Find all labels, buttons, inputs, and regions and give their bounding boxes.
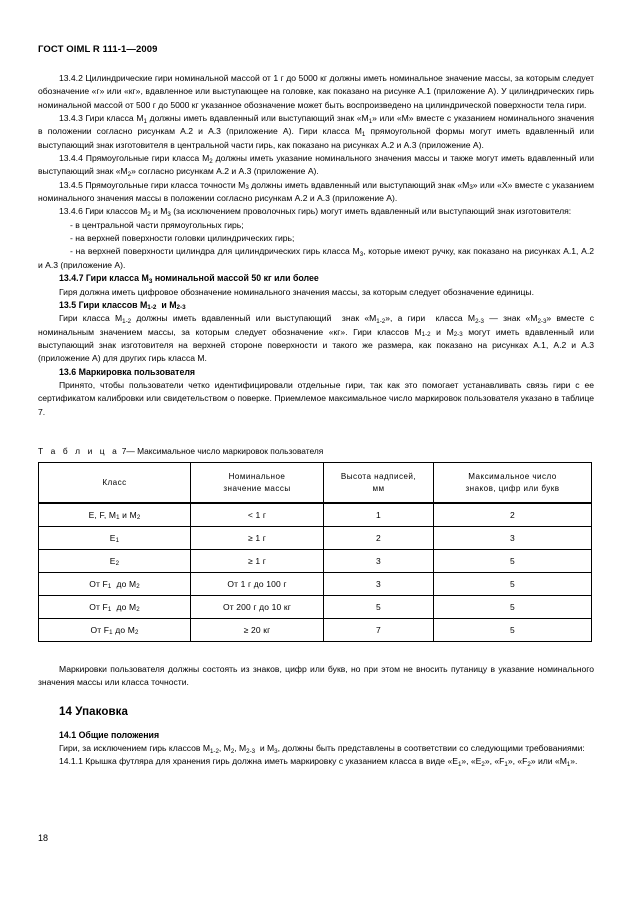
page-number: 18 — [38, 833, 49, 843]
table-row — [39, 595, 592, 618]
cell-height: 7 — [324, 618, 434, 641]
cell-nominal: От 200 г до 10 кг — [191, 595, 324, 618]
spacer — [38, 419, 594, 445]
spacer — [38, 642, 594, 663]
table-row — [39, 572, 592, 595]
cell-max-chars: 5 — [434, 572, 592, 595]
table-body — [39, 503, 592, 641]
table-7 — [38, 462, 592, 642]
cell-height: 2 — [324, 526, 434, 549]
table-header — [39, 462, 592, 503]
page-content — [38, 44, 594, 769]
column-header-max-characters: Максимальное число знаков, цифр или букв — [434, 462, 592, 503]
cell-class: От $F_1$ до $M_2$ — [39, 595, 191, 618]
heading-13-5: 13.5 Гири классов $M_{1-2}$ и $M_{2-3}$ — [59, 299, 186, 312]
paragraph-14-1: Гири, за исключением гирь классов $M_{1-2}$, $M_2$, $M_{2-3}$ и $M_3$, должны быть представлены в соответствии со следующими требованиями: — [59, 742, 585, 755]
paragraph-after-table: Маркировки пользователя должны состоять из знаков, цифр или букв, но при этом не вносить путаницу в указание номинального значения массы или класса точности. — [38, 663, 594, 688]
paragraph-13-4-4: 13.4.4 Прямоугольные гири класса $M_2$ должны иметь указание номинального значения массы и также могут иметь вдавленный или выступающий знак «$M_2$» согласно рисункам А.2 и А.3 (приложение А). — [38, 153, 594, 178]
heading-13-6: 13.6 Маркировка пользователя — [59, 366, 196, 377]
cell-max-chars: 5 — [434, 595, 592, 618]
document-header: ГОСТ OIML R 111-1—2009 — [38, 44, 158, 55]
table-caption-number: 7 — [121, 445, 127, 456]
cell-nominal: ≥ 1 г — [191, 526, 324, 549]
spacer — [38, 690, 594, 705]
cell-class: $E_2$ — [39, 549, 191, 572]
cell-height: 3 — [324, 572, 434, 595]
paragraph-13-4-2: 13.4.2 Цилиндрические гири номинальной массой от 1 г до 5000 кг должны иметь номинальное значение массы, за которым следует обозначение «г» или «кг», вдавленное или выступающее на головке, как показано на рисунке А.1 (приложение А). У цилиндрических гирь номинальной массой от 500 г до 5000 кг указанное обозначение может быть воспроизведено на цилиндрической поверхности тела гири. — [38, 73, 594, 110]
spacer — [38, 720, 594, 729]
table-header-row — [39, 462, 592, 503]
cell-nominal: ≥ 20 кг — [191, 618, 324, 641]
table-row — [39, 526, 592, 549]
cell-class: $E_1$ — [39, 526, 191, 549]
column-header-nominal-value: Номинальное значение массы — [191, 462, 324, 503]
table-row — [39, 549, 592, 572]
paragraph-14-1-1: 14.1.1 Крышка футляра для хранения гирь должна иметь маркировку с указанием класса в виде «$E_1$», «$E_2$», «$F_1$», «$F_2$» или «$M_1$». — [59, 756, 578, 768]
section-heading-14: 14 Упаковка — [59, 705, 128, 718]
cell-height: 1 — [324, 503, 434, 526]
cell-height: 3 — [324, 549, 434, 572]
cell-max-chars: 2 — [434, 503, 592, 526]
bullet-item-3: - на верхней поверхности цилиндра для цилиндрических гирь класса $M_3$, которые имеют ручку, как показано на рисунках А.1, А.2 и А.3 (приложение А). — [38, 246, 594, 270]
bullet-item-1: - в центральной части прямоугольных гирь; — [70, 219, 244, 230]
heading-14-1: 14.1 Общие положения — [59, 729, 160, 740]
paragraph-13-6: Принято, чтобы пользователи четко идентифицировали отдельные гири, так как это помогает устанавливать связь гири с ее сертификатом калибровки или свидетельством о поверке. Приемлемое максимальное число маркировок пользователя указано в таблице 7. — [38, 379, 594, 417]
cell-nominal: ≥ 1 г — [191, 549, 324, 572]
paragraph-13-4-6: 13.4.6 Гири классов $M_2$ и $M_3$ (за исключением проволочных гирь) могут иметь вдавленный или выступающий знак изготовителя: — [59, 206, 572, 218]
cell-class: От $F_1$ до $M_2$ — [39, 572, 191, 595]
table-caption-dash: — — [126, 445, 135, 456]
table-caption-label: Т а б л и ц а — [38, 445, 120, 456]
table-caption-title: Максимальное число маркировок пользователя — [137, 445, 324, 456]
paragraph-13-5: Гири класса $M_{1-2}$ должны иметь вдавленный или выступающий знак «$M_{1-2}$», а гири класса $M_{2-3}$ — знак «$M_{2-3}$» вместе с номинальным значением массы, за которым следует обозначение «кг». Гири классов $M_{1-2}$ и $M_{2-3}$ могут иметь вдавленный или выступающий знак изготовителя на верхней стороне поверхности и такого же размера, как показано на рисунках А.1, А.2 и А.3 (приложение А) для других гирь класса M. — [38, 313, 594, 364]
cell-height: 5 — [324, 595, 434, 618]
cell-nominal: < 1 г — [191, 503, 324, 526]
cell-nominal: От 1 г до 100 г — [191, 572, 324, 595]
paragraph-13-4-7: Гиря должна иметь цифровое обозначение номинального значения массы, за которым следует обозначение единицы. — [59, 286, 534, 297]
heading-13-4-7: 13.4.7 Гири класса $M_3$ номинальной массой 50 кг или более — [59, 273, 319, 285]
cell-class: E, F, $M_1$ и $M_2$ — [39, 503, 191, 526]
column-header-class: Класс — [39, 462, 191, 503]
bullet-item-2: - на верхней поверхности головки цилиндрических гирь; — [70, 233, 295, 244]
cell-max-chars: 3 — [434, 526, 592, 549]
table-row — [39, 618, 592, 641]
cell-max-chars: 5 — [434, 618, 592, 641]
cell-max-chars: 5 — [434, 549, 592, 572]
cell-class: От $F_1$ до $M_2$ — [39, 618, 191, 641]
table-row — [39, 503, 592, 526]
table-caption — [38, 445, 594, 457]
paragraph-13-4-5: 13.4.5 Прямоугольные гири класса точности $M_3$ должны иметь вдавленный или выступающий знак «$M_3$» или «X» вместе с указанием номинального значения массы в положении согласно рисункам А.2 и А.3 (приложение А). — [38, 179, 594, 204]
column-header-inscription-height: Высота надписей, мм — [324, 462, 434, 503]
paragraph-13-4-3: 13.4.3 Гири класса $M_1$ должны иметь вдавленный или выступающий знак «$M_1$» или «M» вместе с указанием номинального значения в положении согласно рисункам А.2 и А.3 (приложение А). Гири класса $M_1$ прямоугольной формы могут иметь вдавленный или выступающий знак изготовителя в центральной части гирь, как показано на рисунках А.2 и А.3 (приложение А). — [38, 113, 595, 150]
